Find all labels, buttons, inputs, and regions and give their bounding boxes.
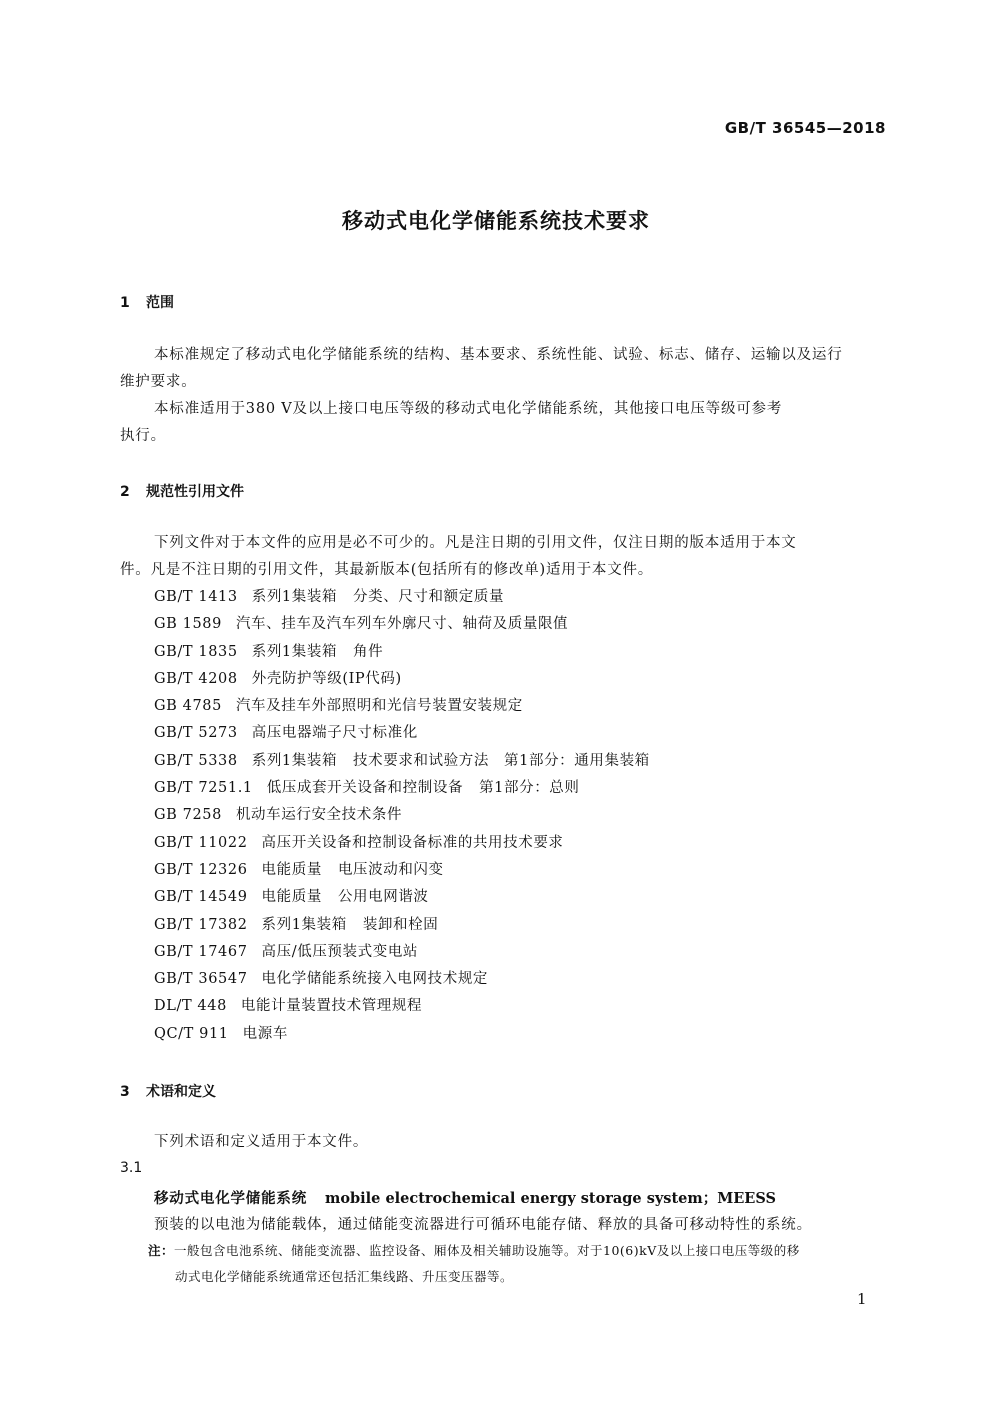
section-title: 术语和定义	[146, 1084, 216, 1100]
note-label: 注：	[148, 1243, 175, 1258]
reference-title: 机动车运行安全技术条件	[235, 807, 403, 824]
reference-title: 高压/低压预装式变电站	[261, 943, 419, 960]
text-line: 维护要求。	[120, 374, 197, 390]
text-line: 本标准适用于380 V及以上接口电压等级的移动式电化学储能系统，其他接口电压等级可参考	[154, 401, 783, 417]
reference-code: GB 7258	[154, 807, 222, 824]
reference-item	[154, 611, 650, 638]
reference-item	[154, 666, 650, 693]
reference-item	[154, 884, 650, 911]
reference-code: GB/T 12326	[154, 861, 248, 878]
reference-item	[154, 993, 650, 1020]
page-number: 1	[857, 1290, 867, 1308]
reference-code: GB/T 5273	[154, 725, 238, 742]
reference-title: 电能质量	[261, 861, 322, 878]
reference-item	[154, 857, 650, 884]
reference-subtitle: 分类、尺寸和额定质量	[353, 589, 505, 605]
reference-subtitle: 第1部分：总则	[479, 780, 580, 797]
reference-title: 外壳防护等级(IP代码)	[251, 670, 402, 687]
document-title: 移动式电化学储能系统技术要求	[342, 209, 650, 233]
reference-item	[154, 939, 650, 966]
section-3-intro: 下列术语和定义适用于本文件。	[154, 1134, 369, 1150]
reference-subtitle: 角件	[353, 643, 384, 660]
reference-item	[154, 748, 650, 775]
reference-item	[154, 775, 650, 802]
section-1-paragraph-1	[120, 342, 843, 396]
reference-list	[154, 584, 650, 1048]
section-2-heading	[120, 481, 244, 501]
reference-item	[154, 720, 650, 747]
term-entry	[154, 1185, 776, 1213]
reference-code: DL/T 448	[154, 998, 227, 1015]
reference-code: GB 1589	[154, 616, 222, 633]
text-line: 本标准规定了移动式电化学储能系统的结构、基本要求、系统性能、试验、标志、储存、运输以及运行	[154, 347, 843, 363]
reference-subtitle: 技术要求和试验方法 第1部分：通用集装箱	[353, 752, 650, 769]
reference-title: 系列1集装箱	[251, 752, 338, 769]
reference-title: 系列1集装箱	[251, 643, 338, 660]
reference-item	[154, 584, 650, 611]
section-1-paragraph-2	[120, 396, 782, 450]
term-chinese: 移动式电化学储能系统	[154, 1191, 307, 1207]
reference-subtitle: 电压波动和闪变	[337, 861, 444, 878]
term-number: 3.1	[120, 1160, 143, 1176]
reference-item	[154, 639, 650, 666]
note-text: 一般包含电池系统、储能变流器、监控设备、厢体及相关辅助设施等。对于10(6)kV及以上接口电压等级的移	[174, 1243, 800, 1258]
section-number: 1	[120, 295, 130, 311]
reference-code: GB/T 5338	[154, 752, 238, 769]
section-2-intro	[120, 530, 797, 584]
reference-title: 电源车	[242, 1025, 288, 1042]
reference-code: GB 4785	[154, 698, 222, 715]
text-line: 件。凡是不注日期的引用文件，其最新版本(包括所有的修改单)适用于本文件。	[120, 562, 654, 578]
term-note	[148, 1238, 800, 1290]
reference-title: 电能质量	[261, 889, 322, 906]
reference-code: GB/T 17467	[154, 943, 248, 960]
text-line: 执行。	[120, 428, 166, 444]
reference-code: GB/T 7251.1	[154, 780, 253, 797]
reference-title: 低压成套开关设备和控制设备	[266, 780, 464, 797]
reference-code: GB/T 36547	[154, 971, 248, 988]
section-number: 2	[120, 484, 130, 500]
reference-subtitle: 装卸和栓固	[362, 916, 439, 933]
reference-code: GB/T 4208	[154, 670, 238, 687]
reference-code: GB/T 11022	[154, 834, 248, 851]
reference-item	[154, 912, 650, 939]
reference-subtitle: 公用电网谐波	[337, 889, 429, 906]
reference-code: GB/T 1835	[154, 643, 238, 660]
reference-item	[154, 830, 650, 857]
reference-item	[154, 966, 650, 993]
reference-title: 高压电器端子尺寸标准化	[251, 725, 418, 742]
reference-item	[154, 802, 650, 829]
section-number: 3	[120, 1084, 130, 1100]
reference-title: 电化学储能系统接入电网技术规定	[261, 971, 489, 988]
reference-code: GB/T 1413	[154, 589, 238, 605]
note-text: 动式电化学储能系统通常还包括汇集线路、升压变压器等。	[175, 1269, 514, 1284]
reference-item	[154, 1021, 650, 1048]
term-definition: 预装的以电池为储能载体，通过储能变流器进行可循环电能存储、释放的具备可移动特性的系统。	[154, 1217, 812, 1233]
reference-title: 汽车及挂车外部照明和光信号装置安装规定	[235, 698, 523, 715]
reference-title: 系列1集装箱	[261, 916, 347, 933]
section-title: 规范性引用文件	[146, 484, 244, 500]
reference-title: 高压开关设备和控制设备标准的共用技术要求	[261, 834, 564, 851]
reference-item	[154, 693, 650, 720]
standard-number: GB/T 36545—2018	[724, 119, 886, 137]
reference-code: QC/T 911	[154, 1025, 229, 1042]
section-3-heading	[120, 1081, 216, 1101]
reference-title: 电能计量装置技术管理规程	[240, 998, 423, 1015]
section-title: 范围	[146, 295, 174, 311]
section-1-heading	[120, 292, 174, 312]
reference-title: 系列1集装箱	[251, 589, 338, 605]
reference-code: GB/T 14549	[154, 889, 248, 906]
term-english: mobile electrochemical energy storage system；MEESS	[325, 1190, 776, 1207]
reference-title: 汽车、挂车及汽车列车外廓尺寸、轴荷及质量限值	[235, 616, 569, 633]
reference-code: GB/T 17382	[154, 916, 248, 933]
text-line: 下列文件对于本文件的应用是必不可少的。凡是注日期的引用文件，仅注日期的版本适用于本文	[154, 535, 797, 551]
